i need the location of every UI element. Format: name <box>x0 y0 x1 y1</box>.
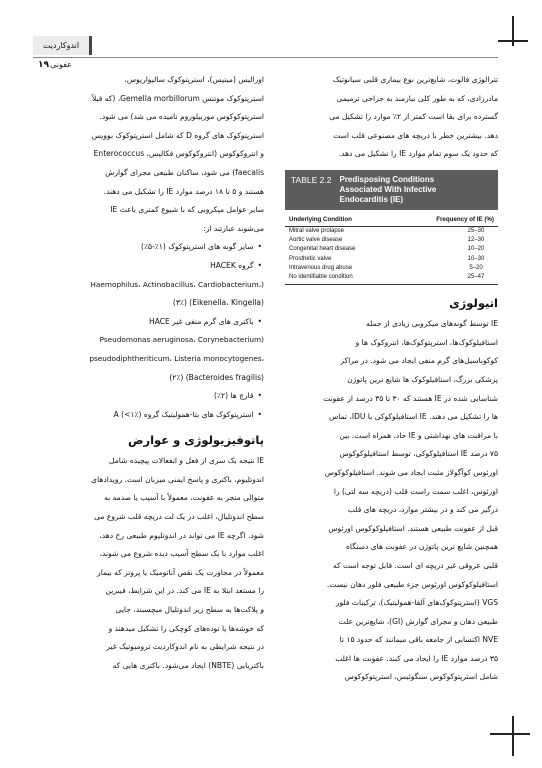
text-line: در نتیجه شرایطی به نام اندوکاردیت ترومبوتیک غیر <box>106 642 264 652</box>
text-line: ها را تشکیل می دهند. IE استافیلوکوکی با IDU، تماس <box>329 412 498 422</box>
text-line: VGS (استرپتوکوک‌های آلفا-همولیتیک)، ترکیبات فلور <box>335 598 498 608</box>
text-line: IE نتیجه یک سری از فعل و انفعالات پیچیده شامل <box>109 456 264 466</box>
running-head: اندوکاردیت عفونی <box>33 36 92 55</box>
text-line: استافیلوکوکوس اورئوس جزء طبیعی فلور دهان نیست. <box>326 579 498 589</box>
column-header-frequency: Frequency of IE (%) <box>436 215 494 223</box>
text-line: سایر عوامل میکروبی که با شیوع کمتری باعث IE <box>110 205 264 215</box>
list-item: • سایر گونه های استرپتوکوک (۱٪-۵٪) <box>33 238 264 257</box>
text-line: را مستعد ابتلا به IE می کند. در این شرایط، فیبرین <box>105 586 264 596</box>
text-line: و انتروکوکوس (انتروکوکوس فکالیس، Enterococcus <box>93 149 264 159</box>
text-line: هستند و ۵ تا ۱۸ درصد موارد IE را تشکیل می دهند. <box>103 186 264 196</box>
text-line: که حدود یک سوم تمام موارد IE را تشکیل می دهد. <box>338 149 498 159</box>
crop-mark <box>498 40 528 42</box>
table-row: Intravenous drug abuse 5–20 <box>289 264 483 271</box>
list-item: • باکتری های گرم منفی غیر HACE <box>33 313 264 332</box>
organism-list-line: pseudodiphtheriticum، Listeria monocytogenes، <box>89 353 264 363</box>
text-line: (Eikenella، Kingella) (۳٪) <box>172 298 264 308</box>
text-line: طبیعی دهان و مجرای گوارش (GI)، شایع‌ترین علت <box>338 616 498 626</box>
text-line: اورالیس (میتیس)، استرپتوکوک سالیواریوس، <box>124 75 264 84</box>
list-item: • قارچ ها (۲٪) <box>33 387 264 406</box>
text-line: معمولاً در مجاورت یک نقص آناتومیک یا پروتز که بیمار <box>97 567 264 577</box>
text-line: می‌شوند عبارتند از: <box>203 223 264 233</box>
text-line: تترالوژی فالوت، شایع‌ترین نوع بیماری قلبی سیانوتیک <box>332 75 498 84</box>
text-line: شامل استرپتوکوکوس سنگوئیس، استرپتوکوکوس <box>344 672 498 682</box>
organism-list-line: Pseudomonas aeruginosa، Corynebacterium) <box>99 335 264 345</box>
crop-mark <box>512 716 514 756</box>
crop-mark <box>490 733 530 735</box>
table-title: Predisposing Conditions Associated With Infective Endocarditis (IE) <box>339 174 437 204</box>
section-title-etiology: اتیولوژی <box>449 296 498 311</box>
text-line: اندوتلیوم، باکتری و پاسخ ایمنی میزبان است. رویدادهای <box>91 474 264 484</box>
text-line: همچنین شایع ترین پاتوژن در عفونت های دستگاه <box>345 542 498 552</box>
table-row: No identifiable condition 25–47 <box>289 273 485 280</box>
text-line: faecalis) می شود، ساکنان طبیعی مجرای گوارش <box>105 167 264 177</box>
text-line: پزشکی بزرگ، استافیلوکوک ها شایع ترین پاتوژن <box>347 374 498 384</box>
text-line: استرپتوکوکوس موربیلوروم نامیده می شد) می شود. <box>99 112 264 122</box>
text-line: (Bacteroides fragilis) (۲٪) <box>169 372 264 382</box>
text-line: ۳۵ درصد موارد IE را ایجاد می کنند. عفونت ها اغلب <box>335 653 498 663</box>
text-line: شود. اگرچه IE می تواند در اندوتلیوم طبیعی رخ دهد، <box>99 530 264 540</box>
text-line: کوکوباسیل‌های گرم منفی ایجاد می شود. در مراکز <box>340 356 498 366</box>
text-line: استافیلوکوک‌ها، استرپتوکوک‌ها، انتروکوک ها و <box>355 337 498 347</box>
table-row: Mitral valve prolapse 25–30 <box>289 227 485 234</box>
text-line: IE توسط گونه‌های میکروبی زیادی از جمله <box>365 319 498 329</box>
organism-list-line: Haemophilus، Actinobacillus، Cardiobacterium،) <box>90 279 264 289</box>
section-title-pathophysiology: پاتوفیزیولوژی و عوارض <box>127 433 264 448</box>
list-item: • استرپتوکوک های بتا-همولیتیک گروه A (<۱٪) <box>33 406 264 425</box>
table-label: TABLE 2.2 <box>291 174 332 185</box>
text-line: اغلب موارد با یک سطح آسیب دیده شروع می شوند، <box>99 549 264 559</box>
column-header-condition: Underlying Condition <box>289 215 352 223</box>
text-line: اورئوس کوآگولاز مثبت ایجاد می شوند. استافیلوکوکوس <box>324 467 498 477</box>
text-line: که خوشه‌ها یا توده‌های کوچکی را تشکیل میدهند و <box>108 623 264 633</box>
text-line: مادرزادی، که به طور کلی نیازمند به جراحی ترمیمی <box>336 93 498 103</box>
table-rule <box>285 284 498 285</box>
text-line: اورئوس، اغلب سمت راست قلب (دریچه سه لتی) را <box>333 486 498 496</box>
text-line: استرپتوکوک های گروه D که شامل استرپتوکوک بوویس <box>91 130 264 140</box>
text-line: قلبی عروقی غیر دریچه ای است. قابل توجه است که <box>332 560 498 570</box>
text-line: سطح اندوتلیال، اغلب در یک لت دریچه قلب شروع می <box>94 512 264 522</box>
text-line: استرپتوکوک موتنس Gemella morbillorum، (که قبلاً <box>91 93 264 103</box>
text-line: ۷۵ درصد IE استافیلوکوکی، توسط استافیلوکوکوس <box>339 449 498 459</box>
text-line: شناسایی شده در IE هستند که ۳۰ تا ۳۵ درصد از عفونت <box>323 393 498 403</box>
text-line: متوالی منجر به عفونت، معمولاً با آسیب یا صدمه به <box>104 493 264 503</box>
right-column <box>285 71 498 687</box>
crop-mark <box>512 16 514 46</box>
header-rule <box>33 57 498 58</box>
predisposing-conditions-table <box>285 170 498 285</box>
left-column <box>33 71 264 675</box>
text-line: با مراقبت های بهداشتی و IE حاد، همراه است. بین <box>339 430 498 440</box>
text-line: درگیر می کند و در بیشتر موارد، دریچه های قلب <box>347 505 498 515</box>
page-number: ۱۹ <box>38 60 49 70</box>
table-row: Aortic valve disease 12–30 <box>289 237 485 244</box>
table-row: Prosthetic valve 10–30 <box>289 255 485 262</box>
text-line: و پلاکت‌ها به سطح زیر اندوتلیال میچسبند، جایی <box>115 605 264 615</box>
list-item: • گروه HACEK <box>33 257 264 276</box>
text-line: NVE اکتسابی از جامعه باقی میمانند که حدود ۱۵ تا <box>339 635 498 645</box>
text-line: دهد. بیشترین خطر با دریچه های مصنوعی قلب است <box>333 130 498 140</box>
text-line: باکتریایی (NBTE) ایجاد می‌شود. باکتری هایی که <box>112 660 264 670</box>
table-header <box>285 170 498 210</box>
text-line: قبل از عفونت طبیعی هستند. استافیلوکوکوس اورئوس <box>328 523 498 533</box>
table-column-headers <box>285 214 498 227</box>
text-line: گسترده برای بقا است کمتر از ۲٪ موارد را تشکیل می <box>329 112 498 122</box>
table-row: Congenital heart disease 10–20 <box>289 246 485 253</box>
